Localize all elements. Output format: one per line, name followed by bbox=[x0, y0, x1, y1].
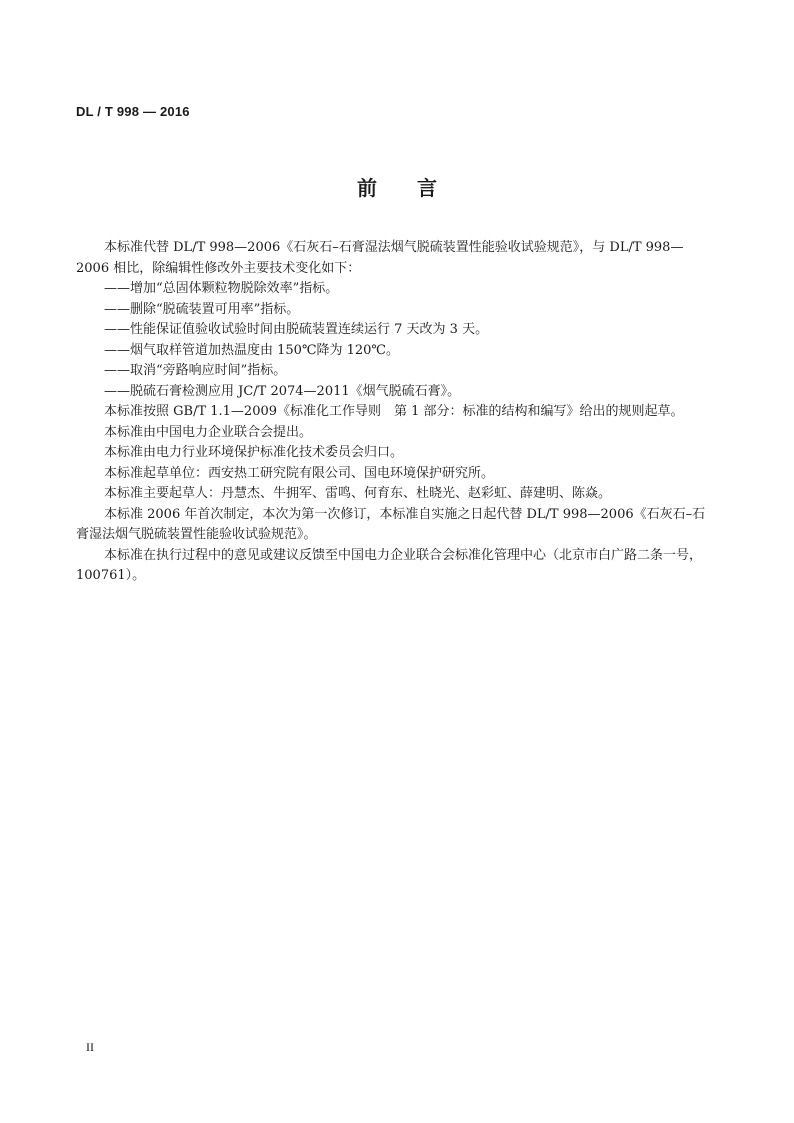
foreword-body bbox=[76, 238, 706, 587]
change-item: ——烟气取样管道加热温度由 150℃降为 120℃。 bbox=[104, 342, 399, 358]
paragraph-replacement-note: 本标准代替 DL/T 998—2006《石灰石–石膏湿法烟气脱硫装置性能验收试验规范》，与 DL/T 998—2006 相比，除编辑性修改外主要技术变化如下： bbox=[76, 240, 684, 276]
change-item: ——脱硫石膏检测应用 JC/T 2074—2011《烟气脱硫石膏》。 bbox=[104, 383, 461, 399]
paragraph-drafters: 本标准主要起草人：丹慧杰、牛拥军、雷鸣、何育东、杜晓光、赵彩虹、薛建明、陈焱。 bbox=[104, 486, 612, 501]
paragraph-drafting-units: 本标准起草单位：西安热工研究院有限公司、国电环境保护研究所。 bbox=[104, 465, 495, 481]
change-item: ——取消“旁路响应时间”指标。 bbox=[104, 363, 287, 378]
document-code: DL / T 998 — 2016 bbox=[76, 104, 190, 119]
paragraph-drafting-rules: 本标准按照 GB/T 1.1—2009《标准化工作导则 第 1 部分：标准的结构和编写》给出的规则起草。 bbox=[104, 404, 684, 419]
page-number: II bbox=[86, 1040, 94, 1054]
change-item: ——性能保证值验收试验时间由脱硫装置连续运行 7 天改为 3 天。 bbox=[104, 322, 489, 337]
paragraph-committee: 本标准由电力行业环境保护标准化技术委员会归口。 bbox=[104, 445, 404, 460]
paragraph-proposer: 本标准由中国电力企业联合会提出。 bbox=[104, 424, 313, 440]
paragraph-revision-history: 本标准 2006 年首次制定，本次为第一次修订，本标准自实施之日起代替 DL/T 998—2006《石灰石–石膏湿法烟气脱硫装置性能验收试验规范》。 bbox=[76, 506, 706, 542]
paragraph-feedback: 本标准在执行过程中的意见或建议反馈至中国电力企业联合会标准化管理中心（北京市白广路二条一号，100761）。 bbox=[76, 547, 703, 583]
page-title: 前言 bbox=[357, 176, 477, 200]
change-item: ——增加“总固体颗粒物脱除效率”指标。 bbox=[104, 281, 339, 296]
change-item: ——删除“脱硫装置可用率”指标。 bbox=[104, 301, 300, 317]
